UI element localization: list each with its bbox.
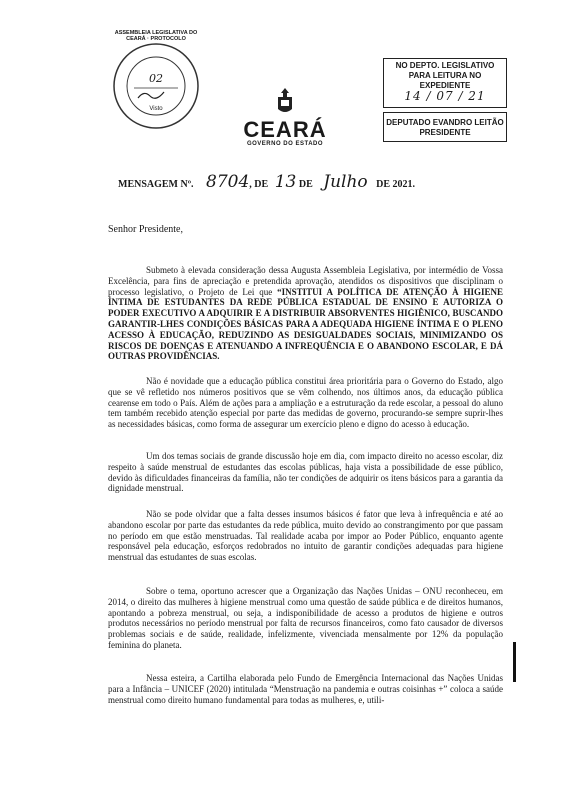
message-de2: DE [298,179,313,190]
message-month: Julho [323,172,368,192]
paragraph-5: Sobre o tema, oportuno acrescer que a Organização das Nações Unidas – ONU reconheceu, em 2014, o direito das mulheres à higiene menstrual como uma questão de saúde pública e de direitos humanos, apontando a pobreza menstrual, ou seja, a indisponibilidade de acesso a produtos de higiene e outros produtos necessários no período menstrual por falta de recursos financeiros, como fato causador de diversos problemas sociais e de saúde, realidade, infelizmente, vivenciada mensalmente por 12% da população feminina do planeta. [108,586,503,650]
deputy-name: DEPUTADO EVANDRO LEITÃO [386,118,504,127]
deputy-stamp [383,112,507,142]
message-number: 8704 [206,172,250,192]
paragraph-6: Nessa esteira, a Cartilha elaborada pelo Fundo de Emergência Internacional das Nações Unidas para a Infância – UNICEF (2020) intitulada “Menstruação na pandemia e outras coisinhas +” coloca a saúde menstrual como direito humano fundamental para todas as mulheres, e, utili- [108,673,503,705]
expediente-date: 14 / 07 / 21 [404,89,486,103]
paragraph-3: Um dos temas sociais de grande discussão hoje em dia, com impacto direito no acesso escolar, diz respeito à saúde menstrual de estudantes das escolas públicas, haja vista a possibilidade de esse público, devido às dificuldades financeiras da família, não ter condições de adquirir os itens básicos para a garantia da dignidade menstrual. [108,451,503,494]
expediente-line1: NO DEPTO. LEGISLATIVO [395,61,495,70]
coat-of-arms-icon [275,87,295,115]
message-de1: , DE [249,179,269,190]
brand-name: CEARÁ [243,117,327,142]
protocol-stamp [112,30,200,130]
message-day: 13 [274,172,297,192]
paragraph-2: Não é novidade que a educação pública constitui área prioritária para o Governo do Estado, algo que se vê refletido nos números positivos que se vêm colhendo, nos últimos anos, da educação pública cearense em todo o País. Além de ações para a ampliação e a estruturação da rede escolar, a pessoal do aluno tem também recebido atenção especial por parte das medidas de governo, procurando-se sempre suprir-lhes as necessidades básicas, como forma de assegurar um exercício pleno e digno do acesso à educação. [108,376,503,430]
paragraph-1-intro: Submeto à elevada consideração dessa Augusta Assembleia Legislativa, por intermédio de Vossa Excelência, para fins de apreciação e pretendida aprovação, atendidos os dispositivos que disciplinam o processo legislativo, o Projeto de Lei que [108,265,503,297]
greeting: Senhor Presidente, [108,224,183,235]
protocol-stamp-seal [112,42,200,130]
expediente-line2: PARA LEITURA NO EXPEDIENTE [408,71,482,90]
message-prefix: MENSAGEM Nº. [118,179,194,190]
paragraph-4: Não se pode olvidar que a falta desses insumos básicos é fator que leva à infrequência e até ao abandono escolar por parte das estudantes da rede pública, muito devido ao constrangimento por que passam no período em que estão menstruadas. Tal realidade acaba por impor ao Poder Público, enquanto agente responsável pela educação, esforços redobrados no intuito de garantir condições adequadas para higiene menstrual das estudantes de suas escolas. [108,509,503,563]
government-logo [240,85,330,157]
message-year: DE 2021. [376,179,416,190]
protocol-ring-text: ASSEMBLEIA LEGISLATIVA DO CEARÁ · PROTOCOLO [114,30,198,42]
brand-subtitle: GOVERNO DO ESTADO [246,141,324,147]
expediente-stamp [383,58,507,108]
paragraph-1-bill-title: “INSTITUI A POLÍTICA DE ATENÇÃO À HIGIENE ÍNTIMA DE ESTUDANTES DA REDE PÚBLICA ESTADUAL DE ENSINO E AUTORIZA O PODER EXECUTIVO A ADQUIRIR E A DISTRIBUIR ABSORVENTES HIGIÊNICO, BUSCANDO GARANTIR-LHES CONDIÇÕES BÁSICAS PARA A ADEQUADA HIGIENE ÍNTIMA E O PLENO ACESSO À EDUCAÇÃO, REDUZINDO AS DESIGUALDADES SOCIAIS, MINIMIZANDO OS RISCOS DE DOENÇAS E ATENUANDO A INFREQUÊNCIA E O ABANDONO ESCOLAR, E DÁ OUTRAS PROVIDÊNCIAS. [108,286,504,362]
margin-mark [513,642,516,682]
paragraph-1 [108,265,503,362]
protocol-number: 02 [149,72,163,85]
protocol-visto: Visto [149,106,163,112]
message-header [118,172,415,192]
deputy-title: PRESIDENTE [419,128,471,137]
